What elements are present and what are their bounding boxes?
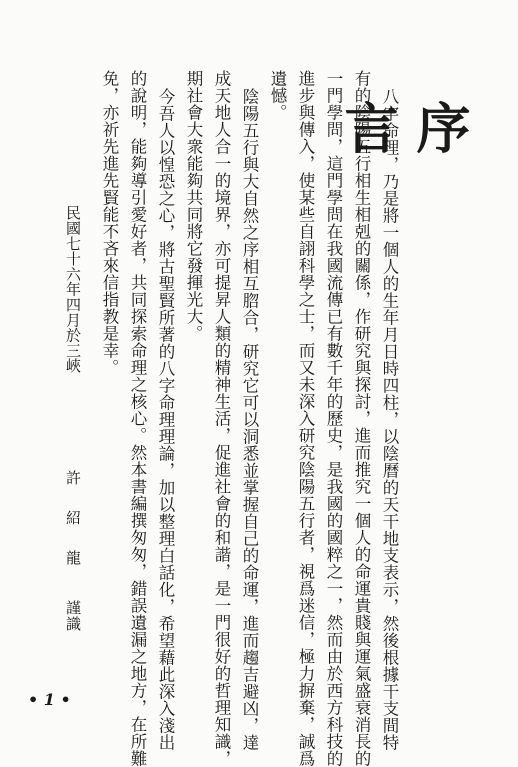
signature-date: 民國七十六年四月於三峽 <box>64 205 82 374</box>
text-column: 一門學問，這門學問在我國流傳已有數千年的歷史，是我國的國粹之一，然而由於西方科技的 <box>324 70 343 767</box>
text-column: 八字命理，乃是將一個人的生年月日時四柱，以陰曆的天干地支表示，然後根據干支間特 <box>380 88 399 751</box>
text-column: 成天地人合一的境界，亦可提昇人類的精神生活，促進社會的和諧，是一門很好的哲理知識， <box>212 70 231 767</box>
text-column: 免，亦祈先進先賢能不吝來信指教是幸。 <box>100 70 119 376</box>
author-char: 許 <box>64 470 82 499</box>
text-column: 有的陰陽五行相生相剋的關係，作研究與探討，進而推究一個人的命運貴賤與運氣盛衰消長的 <box>352 70 371 767</box>
text-column: 遺憾。 <box>268 70 287 121</box>
signature-suffix: 謹識 <box>64 600 82 632</box>
text-column: 陰陽五行與大自然之序相互脗合，研究它可以洞悉並掌握自己的命運，進而趨吉避凶，達 <box>240 88 259 751</box>
text-column: 期社會大衆能夠共同將它發揮光大。 <box>184 70 203 342</box>
text-column: 進步與傳入，使某些自詡科學之士，而又未深入研究陰陽五行者，視爲迷信，極力摒棄，誠爲 <box>296 70 315 767</box>
text-column: 的說明，能夠導引愛好者，共同探索命理之核心。然本書編撰匆匆，錯誤遺漏之地方，在所難 <box>128 70 147 767</box>
author-char: 紹 <box>64 510 82 539</box>
author-char: 龍 <box>64 550 82 579</box>
page-number: • 1 • <box>28 690 71 709</box>
page-title: 序言 <box>336 100 472 168</box>
text-column: 今吾人以惶恐之心，將古聖賢所著的八字命理理論，加以整理白話化，希望藉此深入淺出 <box>156 88 175 751</box>
